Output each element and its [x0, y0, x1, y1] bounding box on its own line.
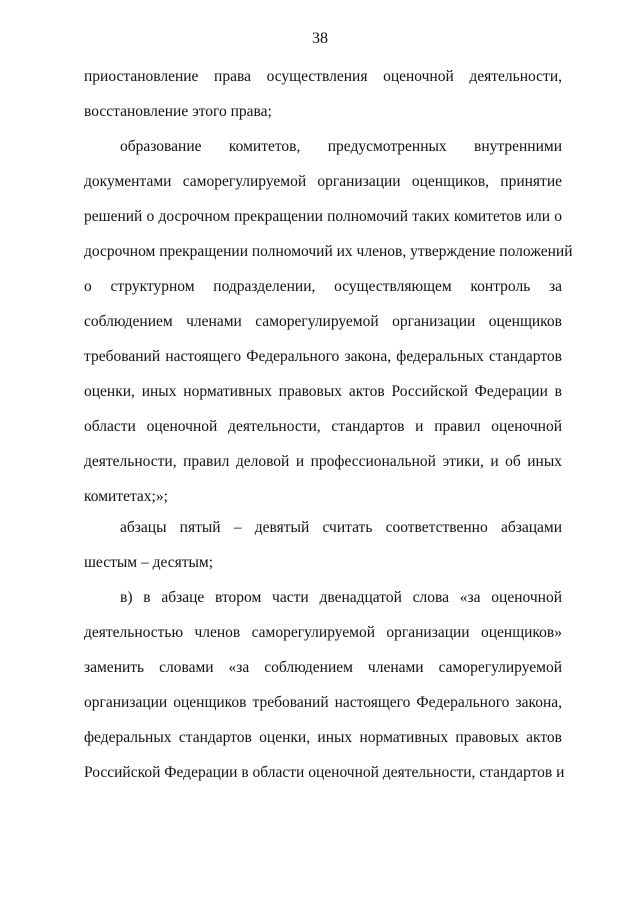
text-line: комитетах;»;	[84, 488, 168, 505]
text-line: решений о досрочном прекращении полномочий таких комитетов или о	[84, 208, 562, 225]
text-line: о структурном подразделении, осуществляющем контроль за	[84, 278, 562, 295]
text-line: Российской Федерации в области оценочной деятельности, стандартов и	[84, 764, 565, 781]
text-line: соблюдением членами саморегулируемой организации оценщиков	[84, 313, 562, 330]
text-line: деятельности, правил деловой и профессиональной этики, и об иных	[84, 453, 562, 470]
text-line: документами саморегулируемой организации оценщиков, принятие	[84, 173, 562, 190]
text-line: области оценочной деятельности, стандартов и правил оценочной	[84, 418, 562, 435]
text-line: организации оценщиков требований настоящего Федерального закона,	[84, 694, 562, 711]
text-line: приостановление права осуществления оценочной деятельности,	[84, 68, 562, 85]
text-line: в) в абзаце втором части двенадцатой слова «за оценочной	[120, 589, 562, 606]
text-line: абзацы пятый – девятый считать соответственно абзацами	[120, 519, 562, 536]
text-line: досрочном прекращении полномочий их членов, утверждение положений	[84, 243, 573, 260]
text-line: заменить словами «за соблюдением членами саморегулируемой	[84, 659, 562, 676]
text-line: восстановление этого права;	[84, 103, 272, 120]
text-line: требований настоящего Федерального закона, федеральных стандартов	[84, 348, 562, 365]
text-line: образование комитетов, предусмотренных внутренними	[120, 138, 562, 155]
text-line: оценки, иных нормативных правовых актов Российской Федерации в	[84, 383, 562, 400]
text-line: федеральных стандартов оценки, иных нормативных правовых актов	[84, 729, 562, 746]
text-line: шестым – десятым;	[84, 554, 214, 571]
text-line: деятельностью членов саморегулируемой организации оценщиков»	[84, 624, 562, 641]
page-number: 38	[312, 30, 328, 47]
